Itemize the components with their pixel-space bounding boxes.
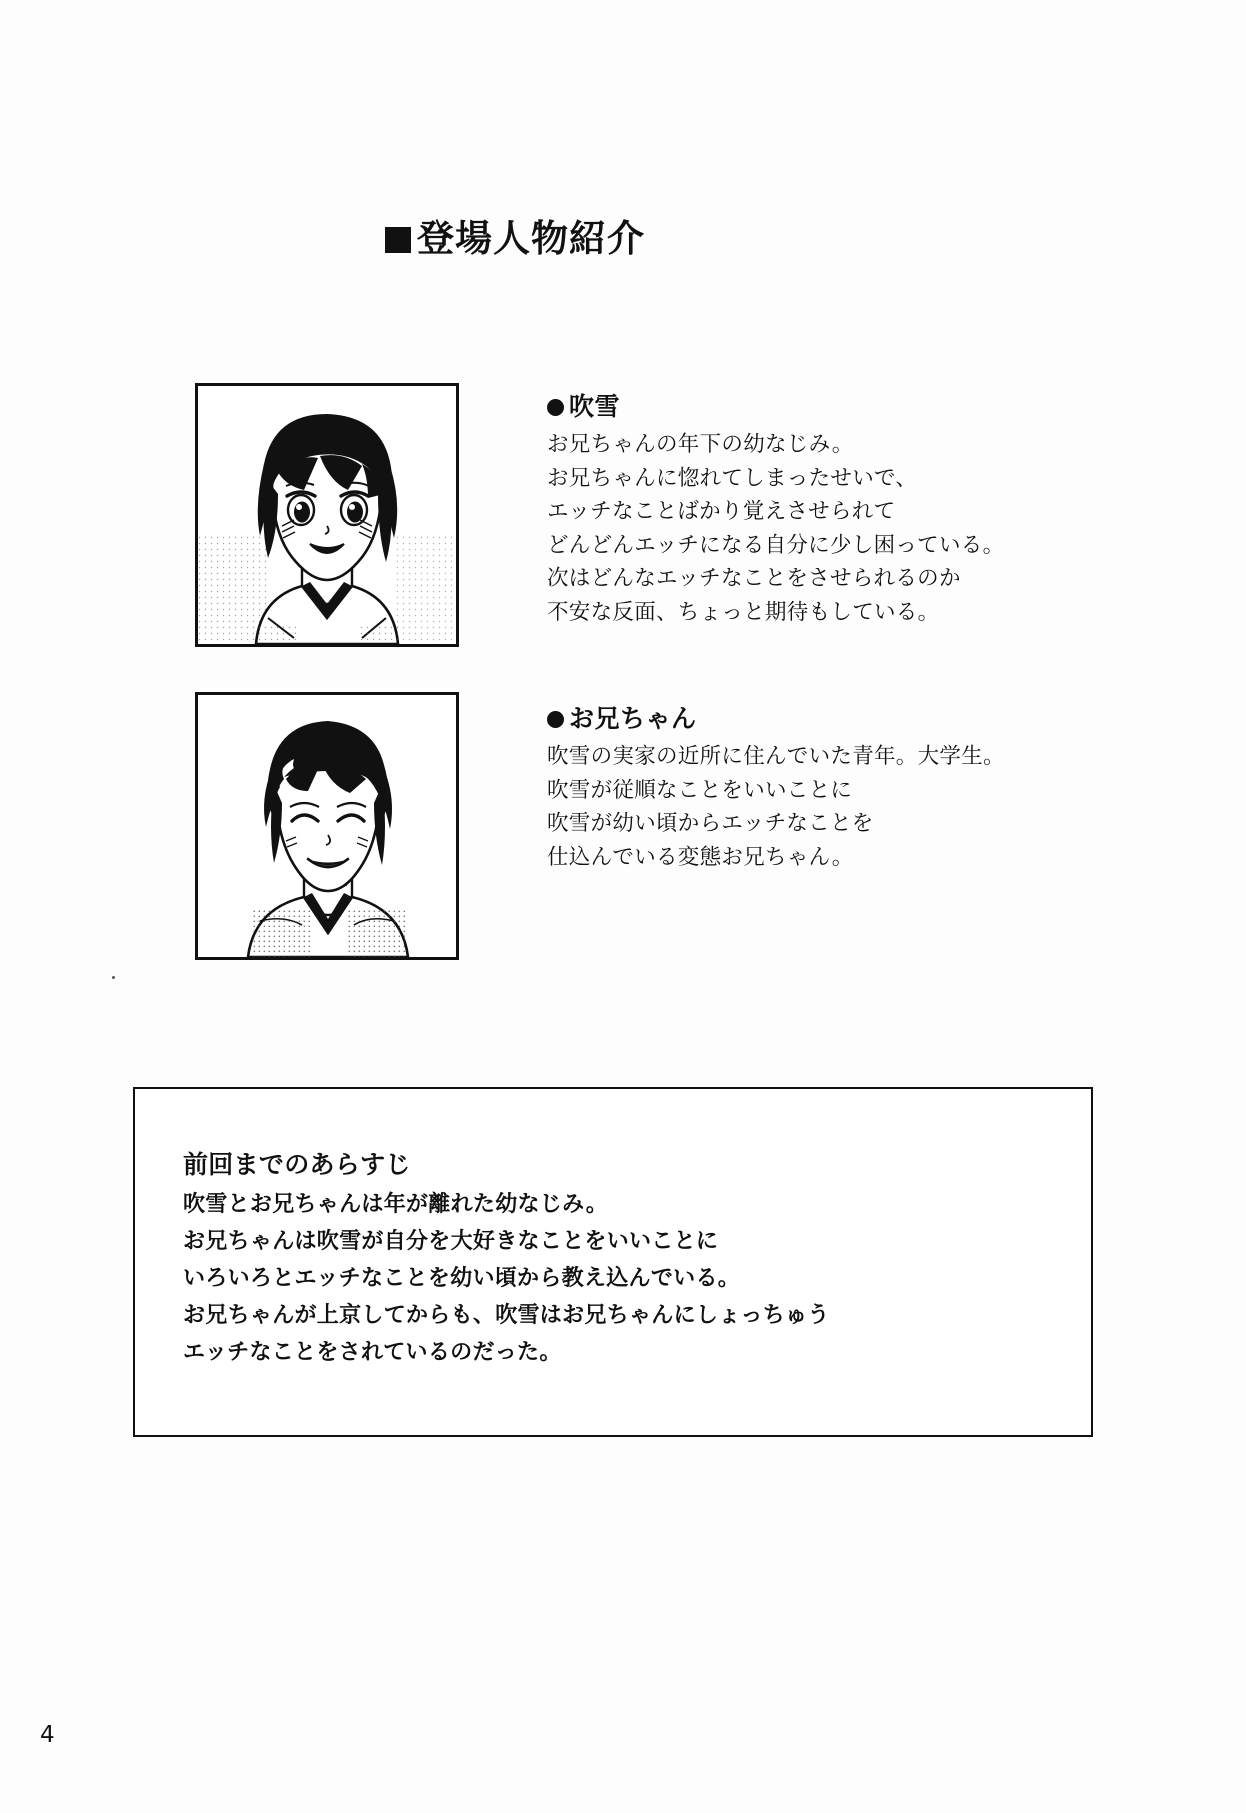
character-portrait-1 [195,383,459,647]
character-1-line: お兄ちゃんに惚れてしまったせいで、 [547,465,918,491]
summary-line: お兄ちゃんが上京してからも、吹雪はお兄ちゃんにしょっちゅう [183,1303,830,1328]
summary-line: お兄ちゃんは吹雪が自分を大好きなことをいいことに [183,1229,719,1254]
character-2-line: 吹雪が幼い頃からエッチなことを [547,811,874,836]
character-1-line: お兄ちゃんの年下の幼なじみ。 [547,432,854,457]
character-1-line: どんどんエッチになる自分に少し困っている。 [547,532,1005,558]
character-description-1 [547,388,1004,629]
bullet-dot-icon [547,711,564,728]
character-1-line: 次はどんなエッチなことをさせられるのか [547,566,961,591]
character-2-line: 吹雪が従順なことをいいことに [547,777,853,803]
summary-line: いろいろとエッチなことを幼い頃から教え込んでいる。 [183,1266,741,1291]
character-portrait-2 [195,692,459,960]
summary-content [183,1145,830,1371]
summary-box [133,1087,1093,1437]
character-name-2-text: お兄ちゃん [569,704,697,733]
bullet-dot-icon [547,399,564,416]
character-2-line: 仕込んでいる変態お兄ちゃん。 [547,844,854,870]
page-number: 4 [40,1722,55,1748]
summary-line: エッチなことをされているのだった。 [183,1340,562,1365]
character-name-1-text: 吹雪 [569,392,621,421]
summary-line: 吹雪とお兄ちゃんは年が離れた幼なじみ。 [183,1192,609,1217]
paper-speck [112,976,115,979]
character-1-line: 不安な反面、ちょっと期待もしている。 [547,599,940,625]
page-title [385,208,645,262]
character-1-line: エッチなことばかり覚えさせられて [547,499,896,524]
portrait-illustration-1 [198,386,456,644]
summary-title: 前回までのあらすじ [183,1150,411,1179]
portrait-illustration-2 [198,695,456,957]
character-name-2 [547,700,1005,738]
character-description-2 [547,700,1005,874]
character-2-line: 吹雪の実家の近所に住んでいた青年。大学生。 [547,744,1005,769]
page-title-text: 登場人物紹介 [417,217,645,260]
bullet-square-icon [385,227,411,253]
character-name-1 [547,388,1004,426]
